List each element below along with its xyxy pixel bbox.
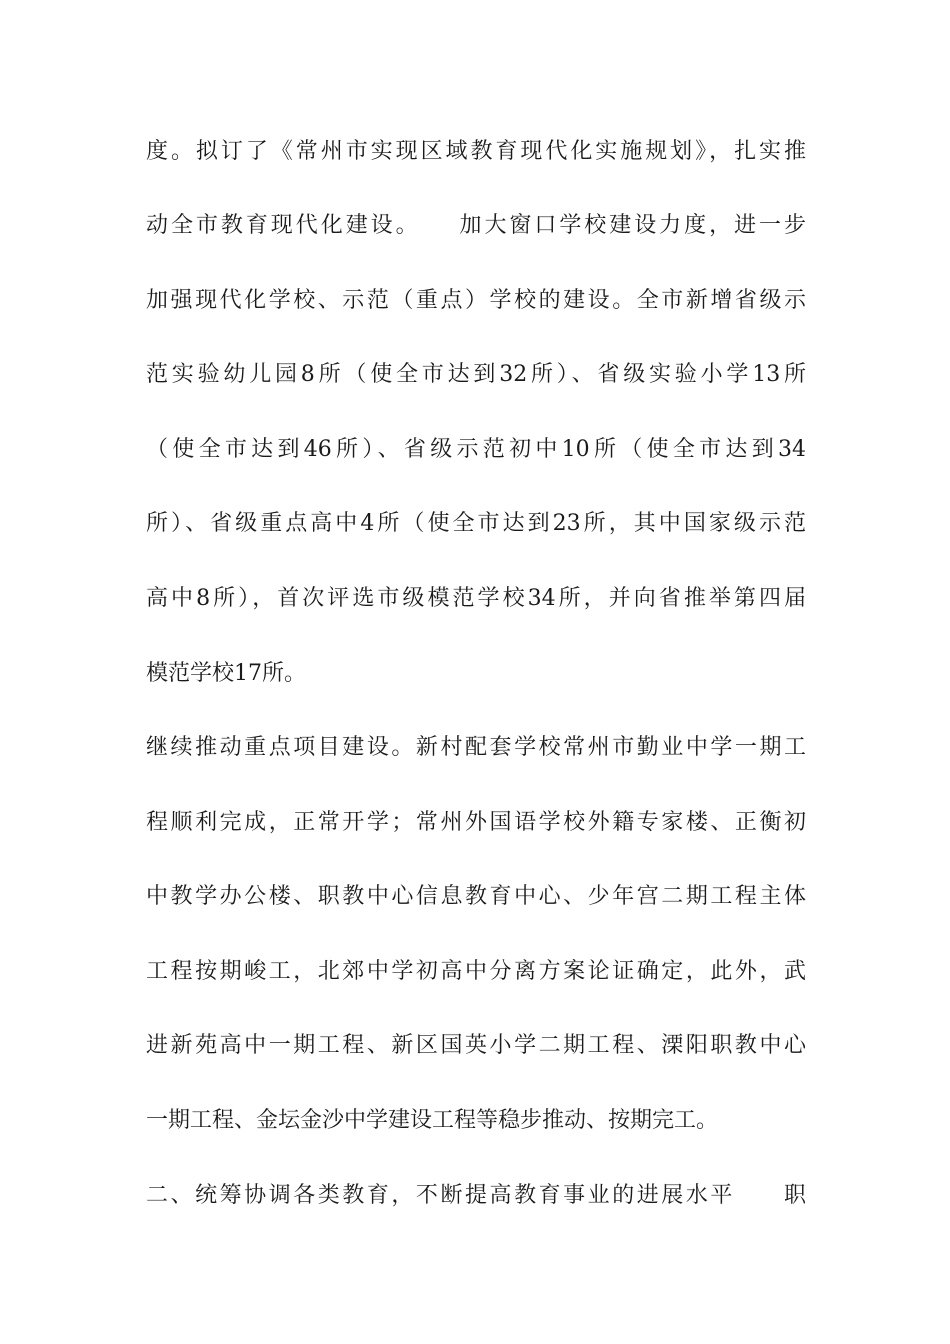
text-line: 一期工程、金坛金沙中学建设工程等稳步推动、按期完工。 — [146, 1108, 719, 1133]
text-line: 高中8所），首次评选市级模范学校34所，并向省推举第四届 — [146, 586, 806, 611]
text-line: 中教学办公楼、职教中心信息教育中心、少年宫二期工程主体 — [146, 884, 806, 909]
text-line: （使全市达到46所）、省级示范初中10所（使全市达到34 — [146, 437, 806, 462]
text-line: 进新苑高中一期工程、新区国英小学二期工程、溧阳职教中心 — [146, 1033, 806, 1058]
text-line: 所）、省级重点高中4所（使全市达到23所，其中国家级示范 — [146, 511, 806, 536]
text-line: 范实验幼儿园8所（使全市达到32所）、省级实验小学13所 — [146, 362, 806, 387]
text-line: 工程按期峻工，北郊中学初高中分离方案论证确定，此外，武 — [146, 959, 806, 984]
text-line: 加强现代化学校、示范（重点）学校的建设。全市新增省级示 — [146, 288, 806, 313]
text-line: 继续推动重点项目建设。新村配套学校常州市勤业中学一期工 — [146, 735, 806, 760]
text-line: 程顺利完成，正常开学；常州外国语学校外籍专家楼、正衡初 — [146, 810, 806, 835]
text-line: 动全市教育现代化建设。 加大窗口学校建设力度，进一步 — [146, 213, 806, 238]
text-line: 二、统筹协调各类教育，不断提高教育事业的进展水平 职 — [146, 1183, 806, 1208]
text-line: 度。拟订了《常州市实现区域教育现代化实施规划》，扎实推 — [146, 139, 806, 164]
text-line: 模范学校17所。 — [146, 661, 306, 686]
